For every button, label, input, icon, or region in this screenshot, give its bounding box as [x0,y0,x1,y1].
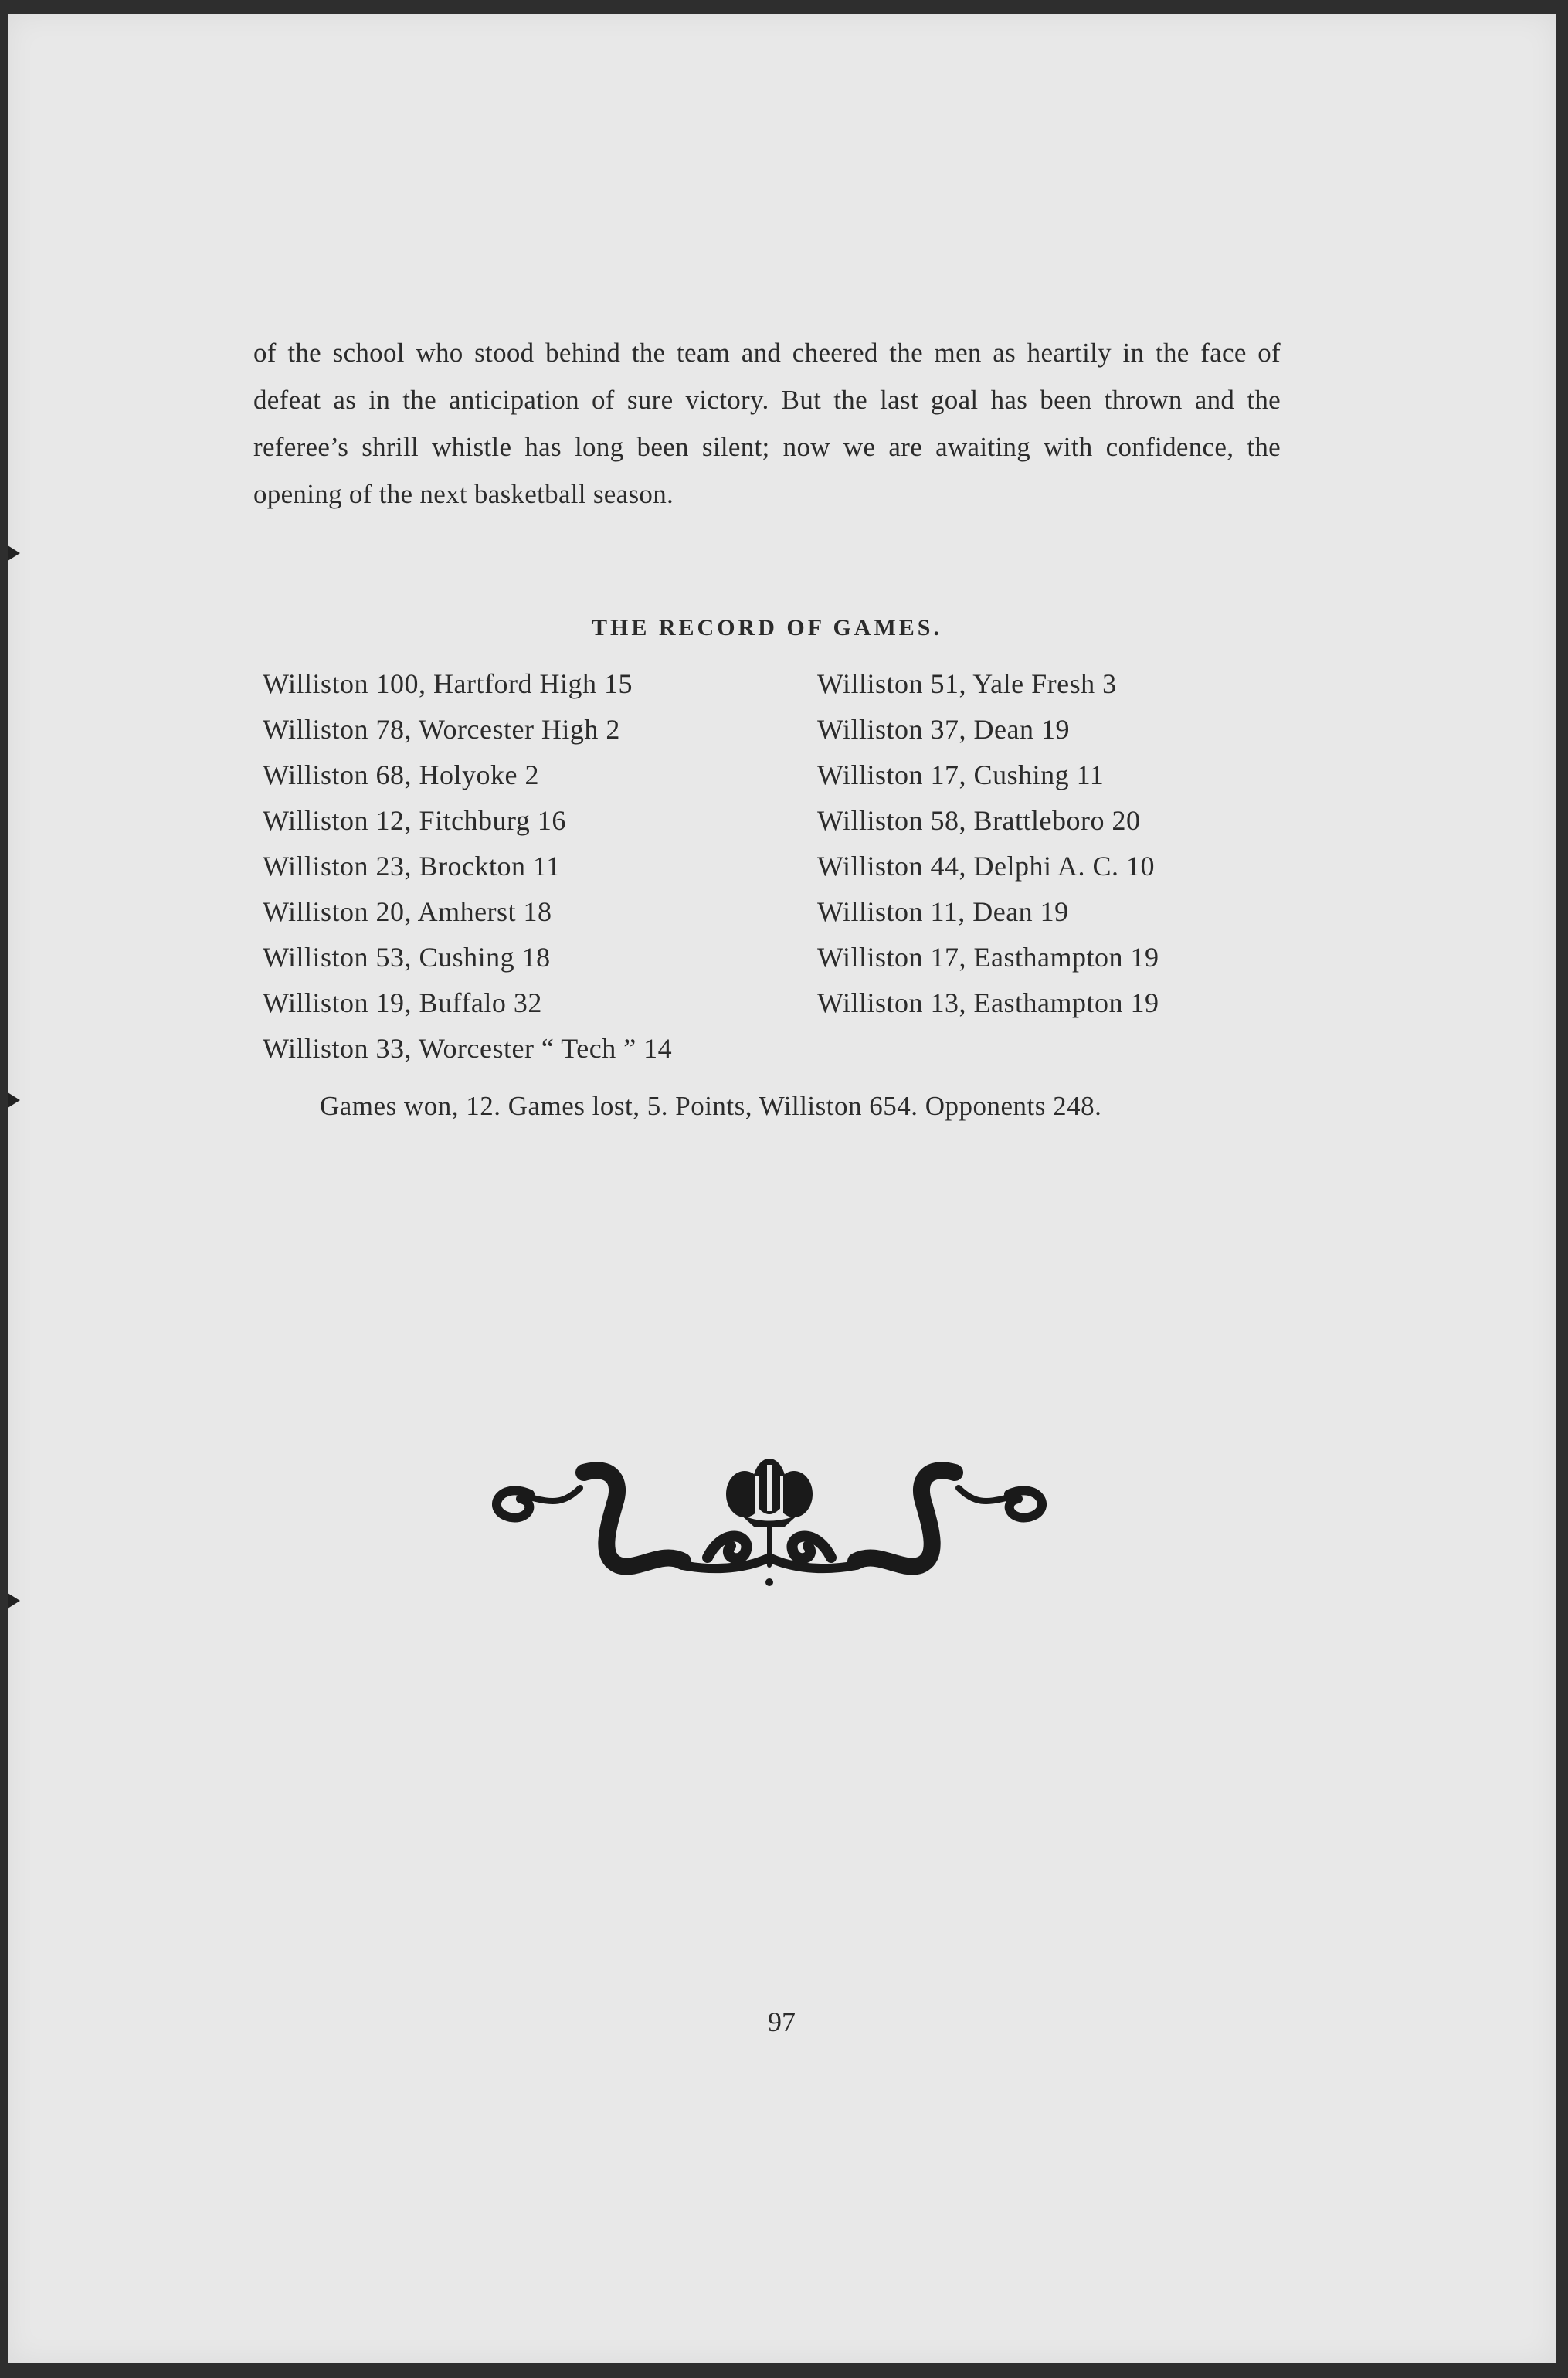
game-result: Williston 51, Yale Fresh 3 [817,668,1117,699]
edge-mark [8,545,20,561]
game-result: Williston 17, Easthampton 19 [817,942,1159,973]
game-result: Williston 37, Dean 19 [817,714,1071,745]
edge-mark [8,1092,20,1108]
game-result: Williston 17, Cushing 11 [817,759,1105,790]
game-result: Williston 58, Brattleboro 20 [817,805,1141,836]
games-list-right [817,661,1159,1026]
edge-mark [8,1593,20,1609]
game-result: Williston 20, Amherst 18 [263,896,552,927]
game-result: Williston 12, Fitchburg 16 [263,805,566,836]
season-summary: Games won, 12. Games lost, 5. Points, Williston 654. Opponents 248. [320,1091,1102,1121]
game-result: Williston 44, Delphi A. C. 10 [817,851,1156,882]
game-result: Williston 68, Holyoke 2 [263,759,540,790]
game-result: Williston 100, Hartford High 15 [263,668,633,699]
body-paragraph: of the school who stood behind the team and cheered the men as heartily in the face of defeat as in the anticipation of sure victory. But the last goal has been thrown and the referee’s shrill whistle has long been silent; now we are awaiting with confidence, the opening of the next basketball season. [253,338,1281,509]
games-list-left [263,661,672,1072]
game-result: Williston 23, Brockton 11 [263,851,561,882]
game-result: Williston 11, Dean 19 [817,896,1069,927]
game-result: Williston 78, Worcester High 2 [263,714,620,745]
game-result: Williston 53, Cushing 18 [263,942,551,973]
section-heading: THE RECORD OF GAMES. [592,615,942,640]
book-page [8,14,1556,2363]
game-result: Williston 13, Easthampton 19 [817,987,1159,1018]
ornament-icon [476,1449,1063,1596]
game-result: Williston 19, Buffalo 32 [263,987,542,1018]
page-number: 97 [768,2006,796,2037]
game-result: Williston 33, Worcester “ Tech ” 14 [263,1033,673,1064]
